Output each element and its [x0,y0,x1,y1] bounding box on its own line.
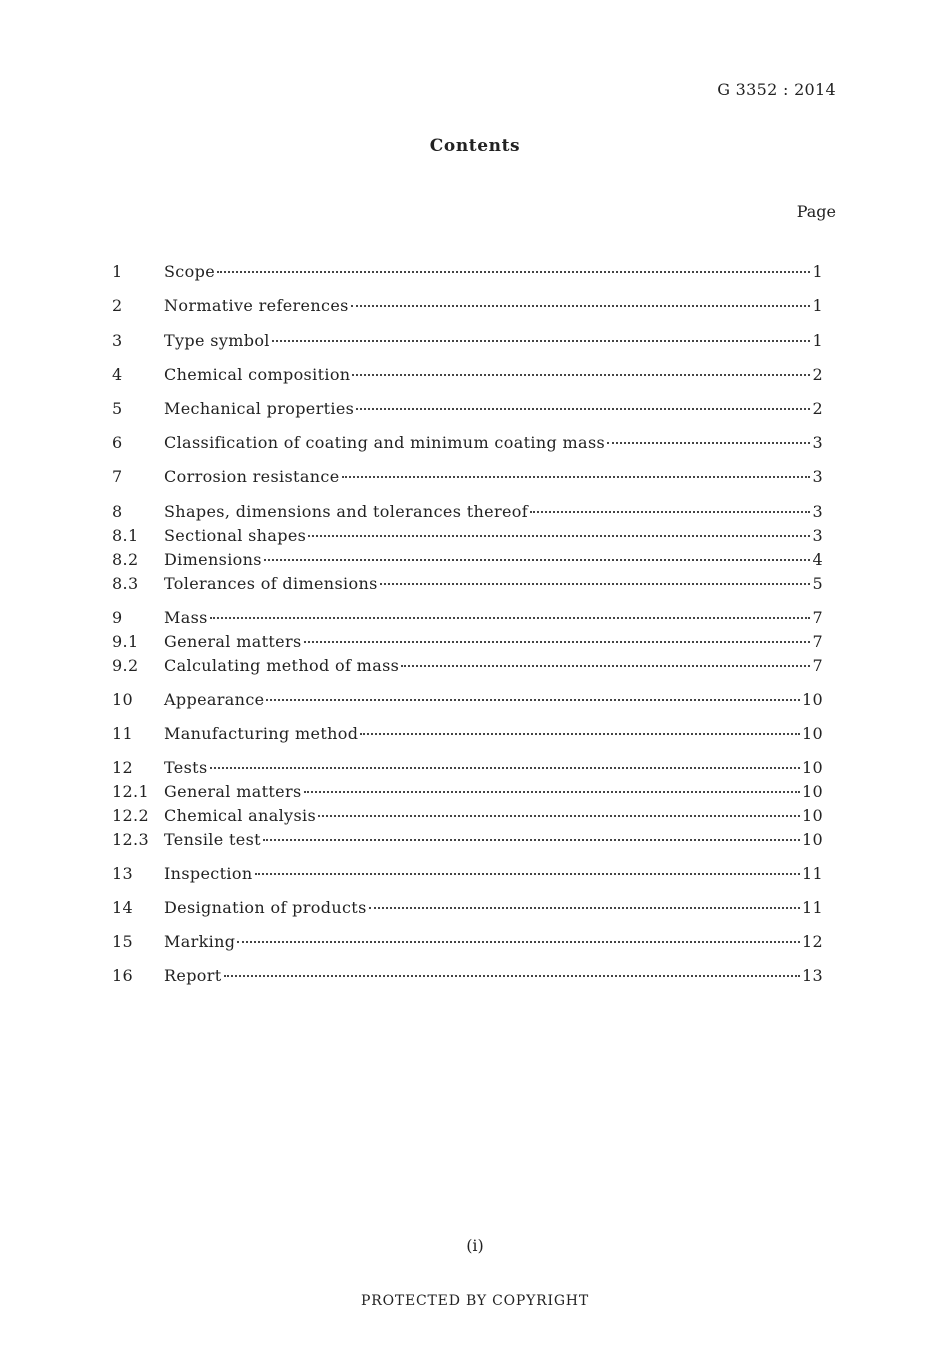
dot-leader [360,732,800,735]
toc-entry-page: 3 [812,502,823,521]
dot-leader [263,838,800,841]
toc-entry-title: Dimensions [164,550,262,569]
toc-entry[interactable] [112,830,823,854]
dot-leader [401,664,810,667]
toc-entry-page: 1 [812,296,823,315]
toc-entry-number: 8.2 [112,550,139,569]
toc-entry-number: 4 [112,365,123,384]
toc-entry-page: 12 [801,932,823,951]
toc-entry[interactable] [112,632,823,656]
toc-entry-title: Appearance [164,690,265,709]
toc-entry-title: Chemical analysis [164,806,317,825]
dot-leader [318,814,800,817]
toc-entry-number: 12 [112,758,134,777]
toc-entry[interactable] [112,262,823,286]
toc-entry-title: Mechanical properties [164,399,355,418]
toc-entry[interactable] [112,782,823,806]
toc-entry-title: Manufacturing method [164,724,359,743]
toc-entry-number: 8 [112,502,123,521]
toc-entry-title: Report [164,966,222,985]
toc-entry-page: 3 [812,467,823,486]
toc-entry-title: General matters [164,632,302,651]
dot-leader [264,558,811,561]
toc-entry[interactable] [112,656,823,680]
toc-entry-number: 15 [112,932,134,951]
toc-entry-number: 11 [112,724,134,743]
toc-entry-page: 5 [812,574,823,593]
toc-entry-title: Shapes, dimensions and tolerances thereof [164,502,529,521]
toc-entry[interactable] [112,758,823,782]
toc-entry-page: 11 [801,898,823,917]
toc-entry[interactable] [112,399,823,423]
toc-entry-title: Designation of products [164,898,367,917]
toc-entry-title: Scope [164,262,216,281]
toc-entry-page: 1 [812,331,823,350]
toc-entry[interactable] [112,574,823,598]
toc-entry-number: 7 [112,467,123,486]
toc-entry-page: 11 [801,864,823,883]
dot-leader [210,616,811,619]
toc-entry-title: Sectional shapes [164,526,307,545]
toc-entry-number: 9.2 [112,656,139,675]
toc-entry-page: 3 [812,433,823,452]
toc-entry-number: 12.3 [112,830,150,849]
dot-leader [304,790,800,793]
toc-entry[interactable] [112,932,823,956]
toc-entry-page: 7 [812,632,823,651]
toc-entry-title: Classification of coating and minimum coating mass [164,433,606,452]
toc-entry-title: Mass [164,608,208,627]
toc-entry-title: Calculating method of mass [164,656,400,675]
page-column-label: Page [796,202,836,221]
dot-leader [369,906,800,909]
toc-entry[interactable] [112,690,823,714]
toc-entry-title: Chemical composition [164,365,351,384]
toc-entry-page: 3 [812,526,823,545]
toc-entry-number: 3 [112,331,123,350]
toc-entry[interactable] [112,331,823,355]
toc-entry-title: Type symbol [164,331,270,350]
dot-leader [380,582,811,585]
dot-leader [255,872,800,875]
dot-leader [266,698,799,701]
toc-entry-page: 2 [812,365,823,384]
toc-entry-title: Normative references [164,296,349,315]
toc-entry[interactable] [112,526,823,550]
dot-leader [217,270,810,273]
toc-entry-number: 12.2 [112,806,150,825]
toc-entry[interactable] [112,550,823,574]
page-number: (i) [466,1236,484,1255]
dot-leader [304,640,811,643]
toc-entry-number: 12.1 [112,782,150,801]
toc-entry-page: 10 [801,690,823,709]
toc-entry[interactable] [112,467,823,491]
copyright-notice: PROTECTED BY COPYRIGHT [361,1293,589,1309]
toc-entry-title: Tolerances of dimensions [164,574,378,593]
toc-entry-title: General matters [164,782,302,801]
toc-entry-title: Marking [164,932,236,951]
toc-entry-page: 10 [801,830,823,849]
toc-entry-page: 1 [812,262,823,281]
toc-entry[interactable] [112,433,823,457]
toc-entry-page: 7 [812,656,823,675]
toc-entry[interactable] [112,608,823,632]
toc-entry-number: 6 [112,433,123,452]
toc-entry-number: 14 [112,898,134,917]
toc-entry[interactable] [112,864,823,888]
standard-number: G 3352 : 2014 [717,80,836,99]
dot-leader [272,339,811,342]
toc-entry[interactable] [112,502,823,526]
dot-leader [351,304,811,307]
toc-entry-page: 10 [801,806,823,825]
toc-entry-page: 10 [801,782,823,801]
dot-leader [342,475,811,478]
toc-entry-page: 13 [801,966,823,985]
toc-entry[interactable] [112,365,823,389]
toc-entry-number: 2 [112,296,123,315]
toc-entry-number: 1 [112,262,123,281]
toc-entry[interactable] [112,806,823,830]
toc-entry[interactable] [112,966,823,990]
toc-entry-number: 16 [112,966,134,985]
dot-leader [607,441,810,444]
toc-entry-number: 9.1 [112,632,139,651]
page-title: Contents [429,136,521,156]
dot-leader [352,373,810,376]
toc-entry-number: 13 [112,864,134,883]
toc-entry-number: 8.1 [112,526,139,545]
toc-entry-number: 10 [112,690,134,709]
toc-entry-page: 2 [812,399,823,418]
toc-entry[interactable] [112,724,823,748]
toc-entry-number: 8.3 [112,574,139,593]
toc-entry-title: Inspection [164,864,253,883]
toc-entry[interactable] [112,898,823,922]
dot-leader [356,407,810,410]
toc-entry-title: Tensile test [164,830,261,849]
toc-entry-title: Corrosion resistance [164,467,340,486]
toc-entry-number: 9 [112,608,123,627]
dot-leader [237,940,800,943]
toc-entry-title: Tests [164,758,208,777]
toc-entry-number: 5 [112,399,123,418]
toc-entry-page: 4 [812,550,823,569]
toc-entry[interactable] [112,296,823,320]
toc-entry-page: 7 [812,608,823,627]
dot-leader [224,974,800,977]
dot-leader [210,766,800,769]
dot-leader [308,534,810,537]
dot-leader [530,510,810,513]
toc-entry-page: 10 [801,758,823,777]
toc-entry-page: 10 [801,724,823,743]
